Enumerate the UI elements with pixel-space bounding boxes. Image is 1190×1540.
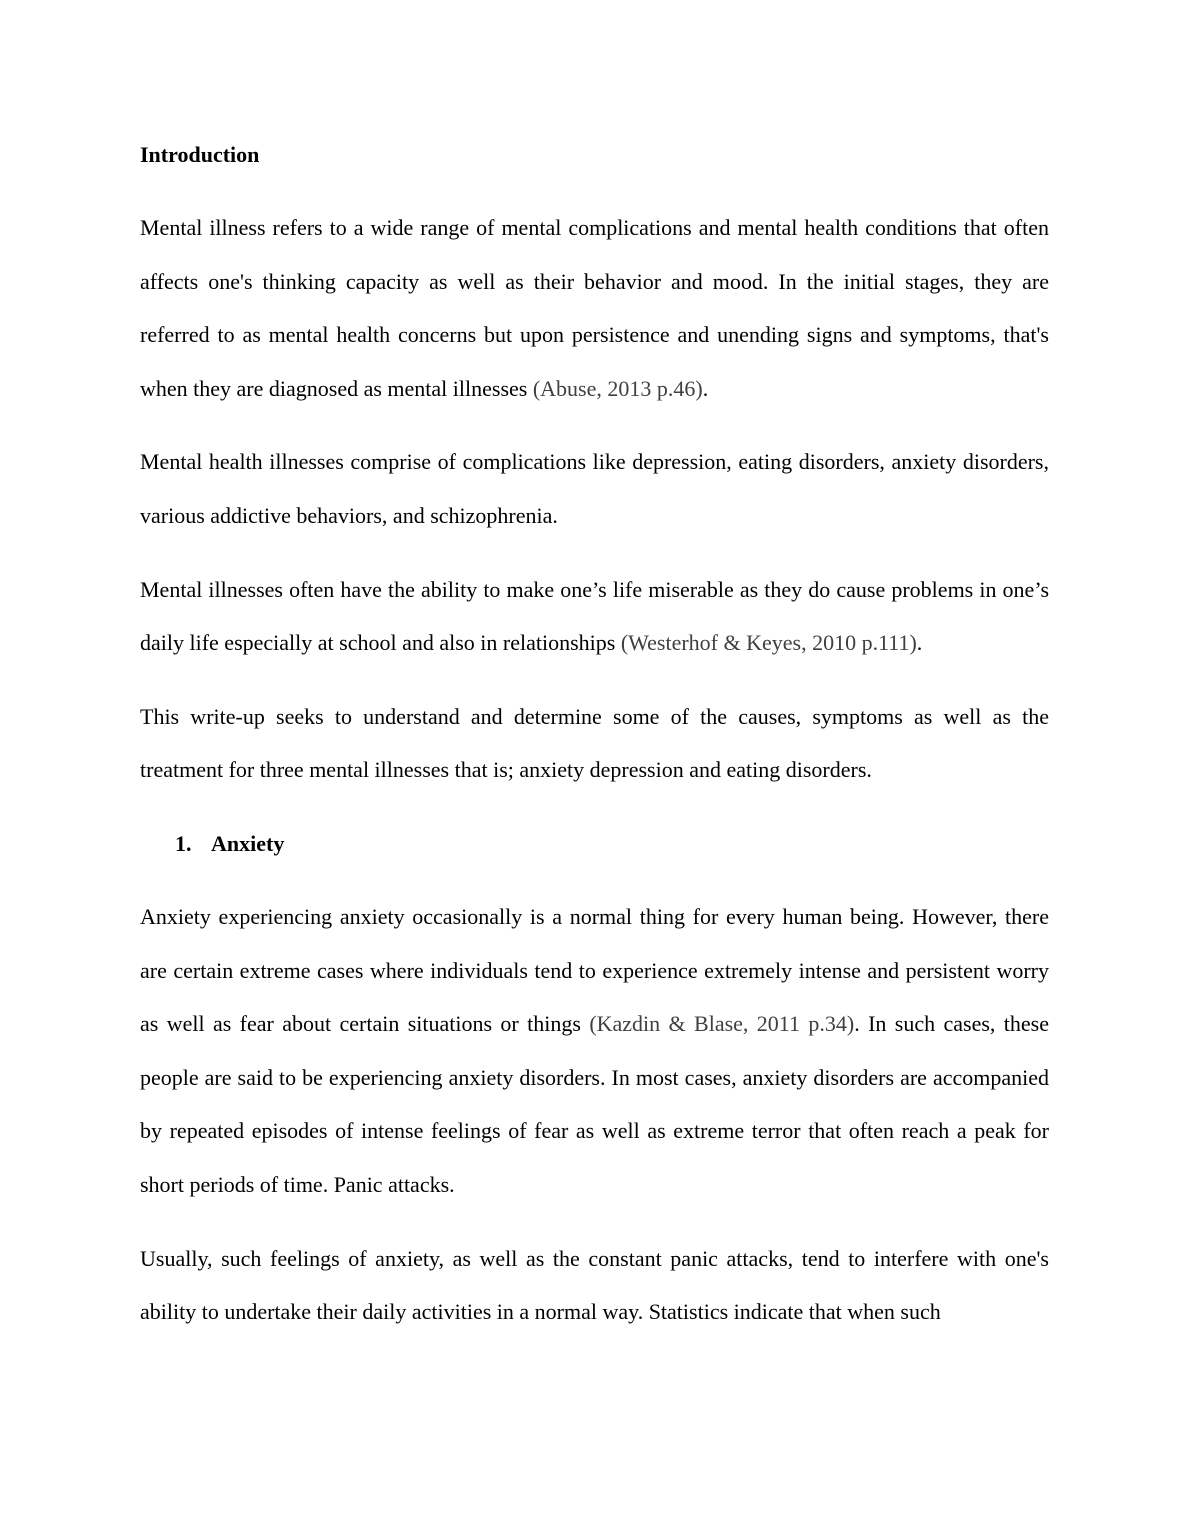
intro-paragraph-4 xyxy=(140,690,1049,797)
paragraph-text: Mental illness refers to a wide range of mental complications and mental health conditions that often affects one's thinking capacity as well as their behavior and mood. In the initial stages, they are referred to as mental health concerns but upon persistence and unending signs and symptoms, that's when they are diagnosed as mental illnesses xyxy=(140,215,1049,401)
paragraph-text-after: . xyxy=(702,375,709,401)
intro-paragraph-3 xyxy=(140,563,1049,670)
document-page xyxy=(140,128,1049,1359)
intro-paragraph-2 xyxy=(140,435,1049,542)
paragraph-text: Mental health illnesses comprise of complications like depression, eating disorders, anxiety disorders, various addictive behaviors, and schizophrenia. xyxy=(140,449,1049,528)
paragraph-text: Mental illnesses often have the ability to make one’s life miserable as they do cause problems in one’s daily life especially at school and also in relationships xyxy=(140,576,1049,656)
section-heading-anxiety xyxy=(140,817,1049,871)
paragraph-text: Anxiety experiencing anxiety occasionally is a normal thing for every human being. However, there are certain extreme cases where individuals tend to experience extremely intense and persistent worry as well as fear about certain situations or things xyxy=(140,903,1049,1037)
section-title: Anxiety xyxy=(211,830,285,856)
paragraph-text-after: . In such cases, these people are said to be experiencing anxiety disorders. In most cases, anxiety disorders are accompanied by repeated episodes of intense feelings of fear as well as extreme terror that often reach a peak for short periods of time. Panic attacks. xyxy=(140,1011,1049,1197)
anxiety-paragraph-2 xyxy=(140,1232,1049,1339)
section-number: 1. xyxy=(175,830,192,856)
citation: (Westerhof & Keyes, 2010 p.111) xyxy=(620,630,917,656)
paragraph-text: Usually, such feelings of anxiety, as well as the constant panic attacks, tend to interfere with one's ability to undertake their daily activities in a normal way. Statistics indicate that when such xyxy=(140,1245,1049,1325)
paragraph-text-after: . xyxy=(916,630,923,656)
page-title: Introduction xyxy=(140,142,260,167)
anxiety-paragraph-1 xyxy=(140,890,1049,1212)
intro-paragraph-1 xyxy=(140,201,1049,415)
paragraph-text: This write-up seeks to understand and determine some of the causes, symptoms as well as the treatment for three mental illnesses that is; anxiety depression and eating disorders. xyxy=(140,703,1049,783)
citation: (Abuse, 2013 p.46) xyxy=(532,375,703,401)
citation: (Kazdin & Blase, 2011 p.34) xyxy=(589,1011,855,1037)
